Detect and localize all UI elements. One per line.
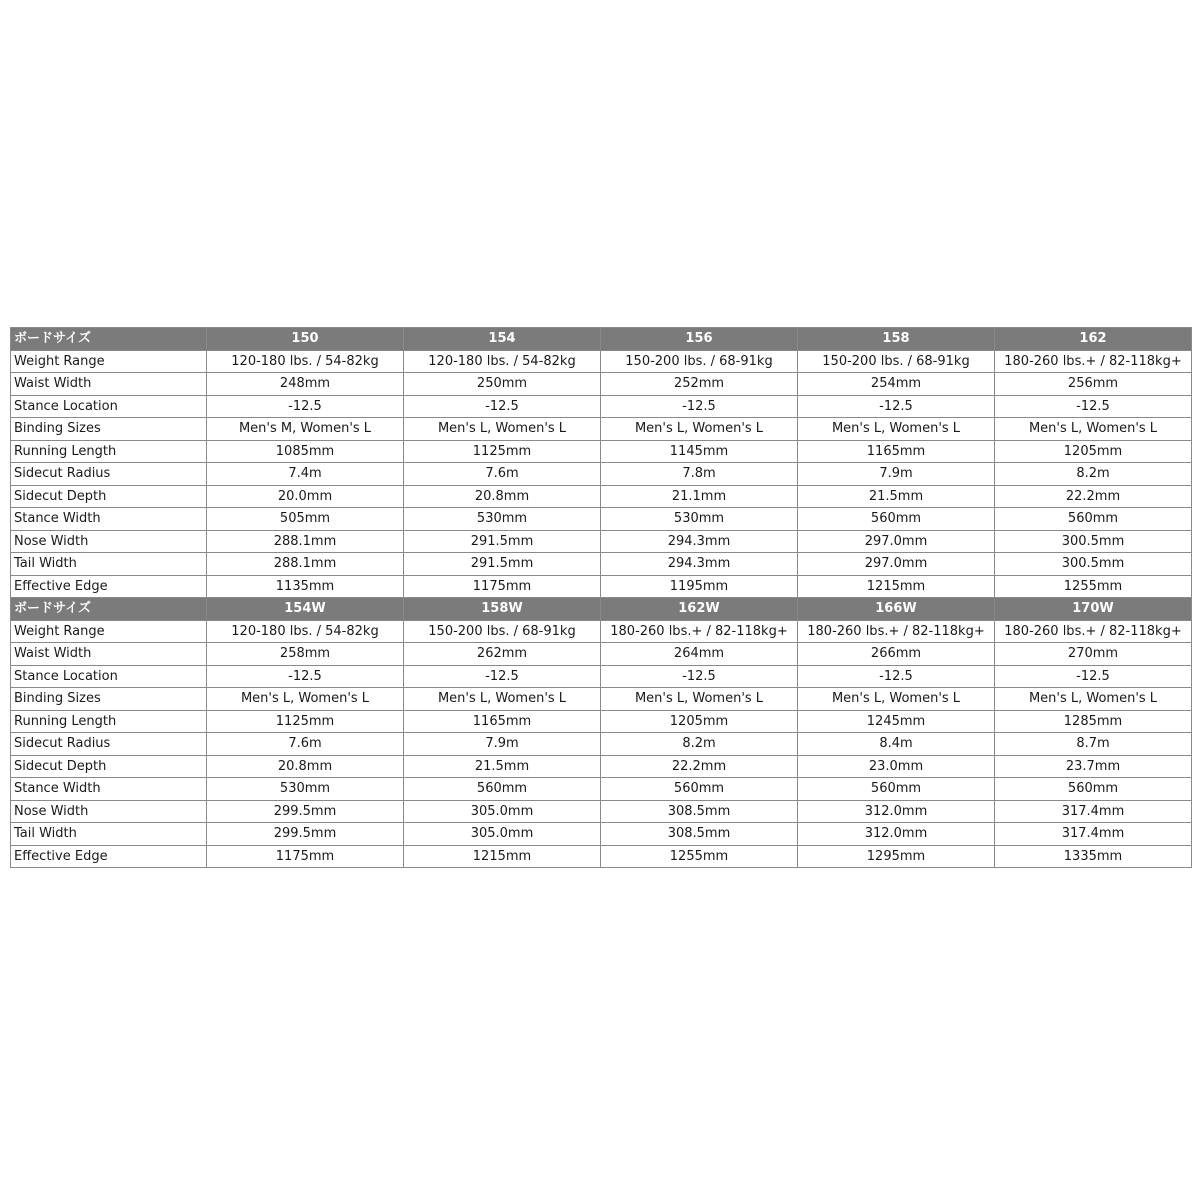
spec-row-label: Waist Width	[11, 373, 207, 396]
spec-value-cell: 150-200 lbs. / 68-91kg	[404, 620, 601, 643]
spec-value-cell: -12.5	[601, 665, 798, 688]
spec-value-cell: -12.5	[798, 395, 995, 418]
spec-value-cell: 7.9m	[798, 463, 995, 486]
spec-row	[11, 440, 1192, 463]
spec-value-cell: 560mm	[601, 778, 798, 801]
spec-value-cell: 297.0mm	[798, 553, 995, 576]
spec-value-cell: 270mm	[995, 643, 1192, 666]
spec-row-label: Waist Width	[11, 643, 207, 666]
spec-value-cell: 560mm	[798, 778, 995, 801]
spec-value-cell: Men's L, Women's L	[601, 688, 798, 711]
spec-value-cell: 1295mm	[798, 845, 995, 868]
spec-value-cell: 1285mm	[995, 710, 1192, 733]
spec-row	[11, 373, 1192, 396]
spec-value-cell: 291.5mm	[404, 553, 601, 576]
spec-value-cell: 299.5mm	[207, 823, 404, 846]
spec-row	[11, 665, 1192, 688]
spec-value-cell: 21.1mm	[601, 485, 798, 508]
spec-value-cell: 308.5mm	[601, 800, 798, 823]
board-size-header: 158	[798, 328, 995, 351]
spec-value-cell: 8.2m	[601, 733, 798, 756]
spec-value-cell: 1195mm	[601, 575, 798, 598]
spec-value-cell: Men's L, Women's L	[798, 688, 995, 711]
spec-value-cell: Men's L, Women's L	[207, 688, 404, 711]
spec-value-cell: 150-200 lbs. / 68-91kg	[798, 350, 995, 373]
board-size-header: 162	[995, 328, 1192, 351]
spec-row-label: Sidecut Depth	[11, 755, 207, 778]
spec-row	[11, 620, 1192, 643]
spec-value-cell: Men's L, Women's L	[995, 688, 1192, 711]
spec-value-cell: 1175mm	[404, 575, 601, 598]
spec-value-cell: 7.9m	[404, 733, 601, 756]
spec-value-cell: 560mm	[798, 508, 995, 531]
spec-value-cell: 308.5mm	[601, 823, 798, 846]
spec-value-cell: 20.8mm	[207, 755, 404, 778]
spec-value-cell: -12.5	[995, 395, 1192, 418]
spec-value-cell: 252mm	[601, 373, 798, 396]
spec-value-cell: Men's L, Women's L	[601, 418, 798, 441]
spec-value-cell: 1255mm	[601, 845, 798, 868]
spec-value-cell: 262mm	[404, 643, 601, 666]
spec-value-cell: 317.4mm	[995, 823, 1192, 846]
spec-value-cell: 294.3mm	[601, 553, 798, 576]
spec-value-cell: 1215mm	[798, 575, 995, 598]
spec-value-cell: 300.5mm	[995, 530, 1192, 553]
spec-value-cell: 505mm	[207, 508, 404, 531]
spec-value-cell: 180-260 lbs.+ / 82-118kg+	[995, 620, 1192, 643]
spec-value-cell: 22.2mm	[601, 755, 798, 778]
spec-value-cell: Men's M, Women's L	[207, 418, 404, 441]
spec-value-cell: 530mm	[207, 778, 404, 801]
spec-value-cell: -12.5	[995, 665, 1192, 688]
spec-row	[11, 350, 1192, 373]
board-size-header: 166W	[798, 598, 995, 621]
spec-row	[11, 575, 1192, 598]
spec-value-cell: 7.4m	[207, 463, 404, 486]
spec-row-label: Sidecut Depth	[11, 485, 207, 508]
spec-value-cell: 312.0mm	[798, 823, 995, 846]
spec-value-cell: Men's L, Women's L	[404, 418, 601, 441]
spec-value-cell: Men's L, Women's L	[995, 418, 1192, 441]
spec-value-cell: 254mm	[798, 373, 995, 396]
spec-row-label: Running Length	[11, 710, 207, 733]
spec-value-cell: 20.0mm	[207, 485, 404, 508]
spec-value-cell: 120-180 lbs. / 54-82kg	[207, 350, 404, 373]
spec-row	[11, 395, 1192, 418]
spec-value-cell: 317.4mm	[995, 800, 1192, 823]
spec-value-cell: 1135mm	[207, 575, 404, 598]
spec-value-cell: 7.8m	[601, 463, 798, 486]
spec-value-cell: 20.8mm	[404, 485, 601, 508]
spec-value-cell: 21.5mm	[404, 755, 601, 778]
spec-value-cell: 312.0mm	[798, 800, 995, 823]
spec-value-cell: 22.2mm	[995, 485, 1192, 508]
spec-value-cell: 120-180 lbs. / 54-82kg	[207, 620, 404, 643]
spec-table-body	[11, 328, 1192, 868]
spec-value-cell: 305.0mm	[404, 823, 601, 846]
spec-row-label: Effective Edge	[11, 575, 207, 598]
board-size-header: 156	[601, 328, 798, 351]
board-size-header: 154W	[207, 598, 404, 621]
spec-value-cell: 1165mm	[798, 440, 995, 463]
board-size-header-label: ボードサイズ	[11, 598, 207, 621]
spec-value-cell: 180-260 lbs.+ / 82-118kg+	[601, 620, 798, 643]
spec-value-cell: 150-200 lbs. / 68-91kg	[601, 350, 798, 373]
spec-row	[11, 778, 1192, 801]
spec-value-cell: 291.5mm	[404, 530, 601, 553]
spec-row	[11, 755, 1192, 778]
spec-value-cell: 120-180 lbs. / 54-82kg	[404, 350, 601, 373]
board-size-header-label: ボードサイズ	[11, 328, 207, 351]
spec-value-cell: 300.5mm	[995, 553, 1192, 576]
spec-value-cell: 264mm	[601, 643, 798, 666]
spec-value-cell: 288.1mm	[207, 530, 404, 553]
spec-row	[11, 733, 1192, 756]
spec-row-label: Effective Edge	[11, 845, 207, 868]
spec-value-cell: 299.5mm	[207, 800, 404, 823]
spec-value-cell: 1245mm	[798, 710, 995, 733]
spec-row-label: Tail Width	[11, 553, 207, 576]
spec-value-cell: Men's L, Women's L	[798, 418, 995, 441]
spec-value-cell: 21.5mm	[798, 485, 995, 508]
spec-row-label: Weight Range	[11, 350, 207, 373]
spec-value-cell: 1125mm	[207, 710, 404, 733]
spec-value-cell: 23.0mm	[798, 755, 995, 778]
board-size-header: 170W	[995, 598, 1192, 621]
spec-row-label: Stance Width	[11, 508, 207, 531]
spec-row-label: Nose Width	[11, 530, 207, 553]
spec-value-cell: 297.0mm	[798, 530, 995, 553]
spec-value-cell: 1335mm	[995, 845, 1192, 868]
spec-row	[11, 643, 1192, 666]
spec-row	[11, 508, 1192, 531]
spec-row	[11, 463, 1192, 486]
spec-row-label: Tail Width	[11, 823, 207, 846]
size-header-row	[11, 598, 1192, 621]
spec-value-cell: -12.5	[798, 665, 995, 688]
spec-value-cell: 1165mm	[404, 710, 601, 733]
board-size-header: 154	[404, 328, 601, 351]
spec-row-label: Sidecut Radius	[11, 463, 207, 486]
spec-value-cell: 266mm	[798, 643, 995, 666]
spec-value-cell: 7.6m	[207, 733, 404, 756]
spec-value-cell: 180-260 lbs.+ / 82-118kg+	[798, 620, 995, 643]
spec-value-cell: 1175mm	[207, 845, 404, 868]
spec-value-cell: 560mm	[995, 778, 1192, 801]
spec-value-cell: 530mm	[601, 508, 798, 531]
spec-value-cell: 530mm	[404, 508, 601, 531]
spec-value-cell: 8.2m	[995, 463, 1192, 486]
spec-value-cell: 1125mm	[404, 440, 601, 463]
spec-value-cell: 1205mm	[995, 440, 1192, 463]
spec-value-cell: 258mm	[207, 643, 404, 666]
spec-row-label: Nose Width	[11, 800, 207, 823]
spec-row-label: Weight Range	[11, 620, 207, 643]
spec-value-cell: 560mm	[404, 778, 601, 801]
board-size-header: 162W	[601, 598, 798, 621]
board-spec-table	[10, 327, 1192, 868]
spec-value-cell: Men's L, Women's L	[404, 688, 601, 711]
spec-row-label: Sidecut Radius	[11, 733, 207, 756]
spec-value-cell: 1085mm	[207, 440, 404, 463]
spec-value-cell: 1255mm	[995, 575, 1192, 598]
spec-value-cell: 7.6m	[404, 463, 601, 486]
spec-value-cell: -12.5	[404, 395, 601, 418]
spec-value-cell: -12.5	[207, 665, 404, 688]
spec-row-label: Stance Location	[11, 395, 207, 418]
spec-value-cell: 23.7mm	[995, 755, 1192, 778]
spec-row-label: Running Length	[11, 440, 207, 463]
spec-value-cell: -12.5	[601, 395, 798, 418]
spec-row	[11, 710, 1192, 733]
spec-row	[11, 688, 1192, 711]
spec-row	[11, 823, 1192, 846]
spec-row-label: Binding Sizes	[11, 688, 207, 711]
spec-value-cell: 256mm	[995, 373, 1192, 396]
spec-value-cell: 294.3mm	[601, 530, 798, 553]
spec-row	[11, 845, 1192, 868]
spec-value-cell: 250mm	[404, 373, 601, 396]
spec-value-cell: 1205mm	[601, 710, 798, 733]
size-header-row	[11, 328, 1192, 351]
spec-value-cell: 288.1mm	[207, 553, 404, 576]
spec-value-cell: 305.0mm	[404, 800, 601, 823]
spec-row-label: Stance Location	[11, 665, 207, 688]
spec-value-cell: -12.5	[207, 395, 404, 418]
spec-value-cell: 8.7m	[995, 733, 1192, 756]
spec-value-cell: 248mm	[207, 373, 404, 396]
board-size-header: 158W	[404, 598, 601, 621]
spec-value-cell: 1145mm	[601, 440, 798, 463]
spec-row-label: Binding Sizes	[11, 418, 207, 441]
spec-row	[11, 800, 1192, 823]
spec-value-cell: 180-260 lbs.+ / 82-118kg+	[995, 350, 1192, 373]
spec-row	[11, 530, 1192, 553]
spec-row	[11, 485, 1192, 508]
spec-value-cell: 1215mm	[404, 845, 601, 868]
spec-value-cell: 560mm	[995, 508, 1192, 531]
spec-row-label: Stance Width	[11, 778, 207, 801]
spec-row	[11, 553, 1192, 576]
spec-row	[11, 418, 1192, 441]
spec-value-cell: -12.5	[404, 665, 601, 688]
spec-value-cell: 8.4m	[798, 733, 995, 756]
board-size-header: 150	[207, 328, 404, 351]
